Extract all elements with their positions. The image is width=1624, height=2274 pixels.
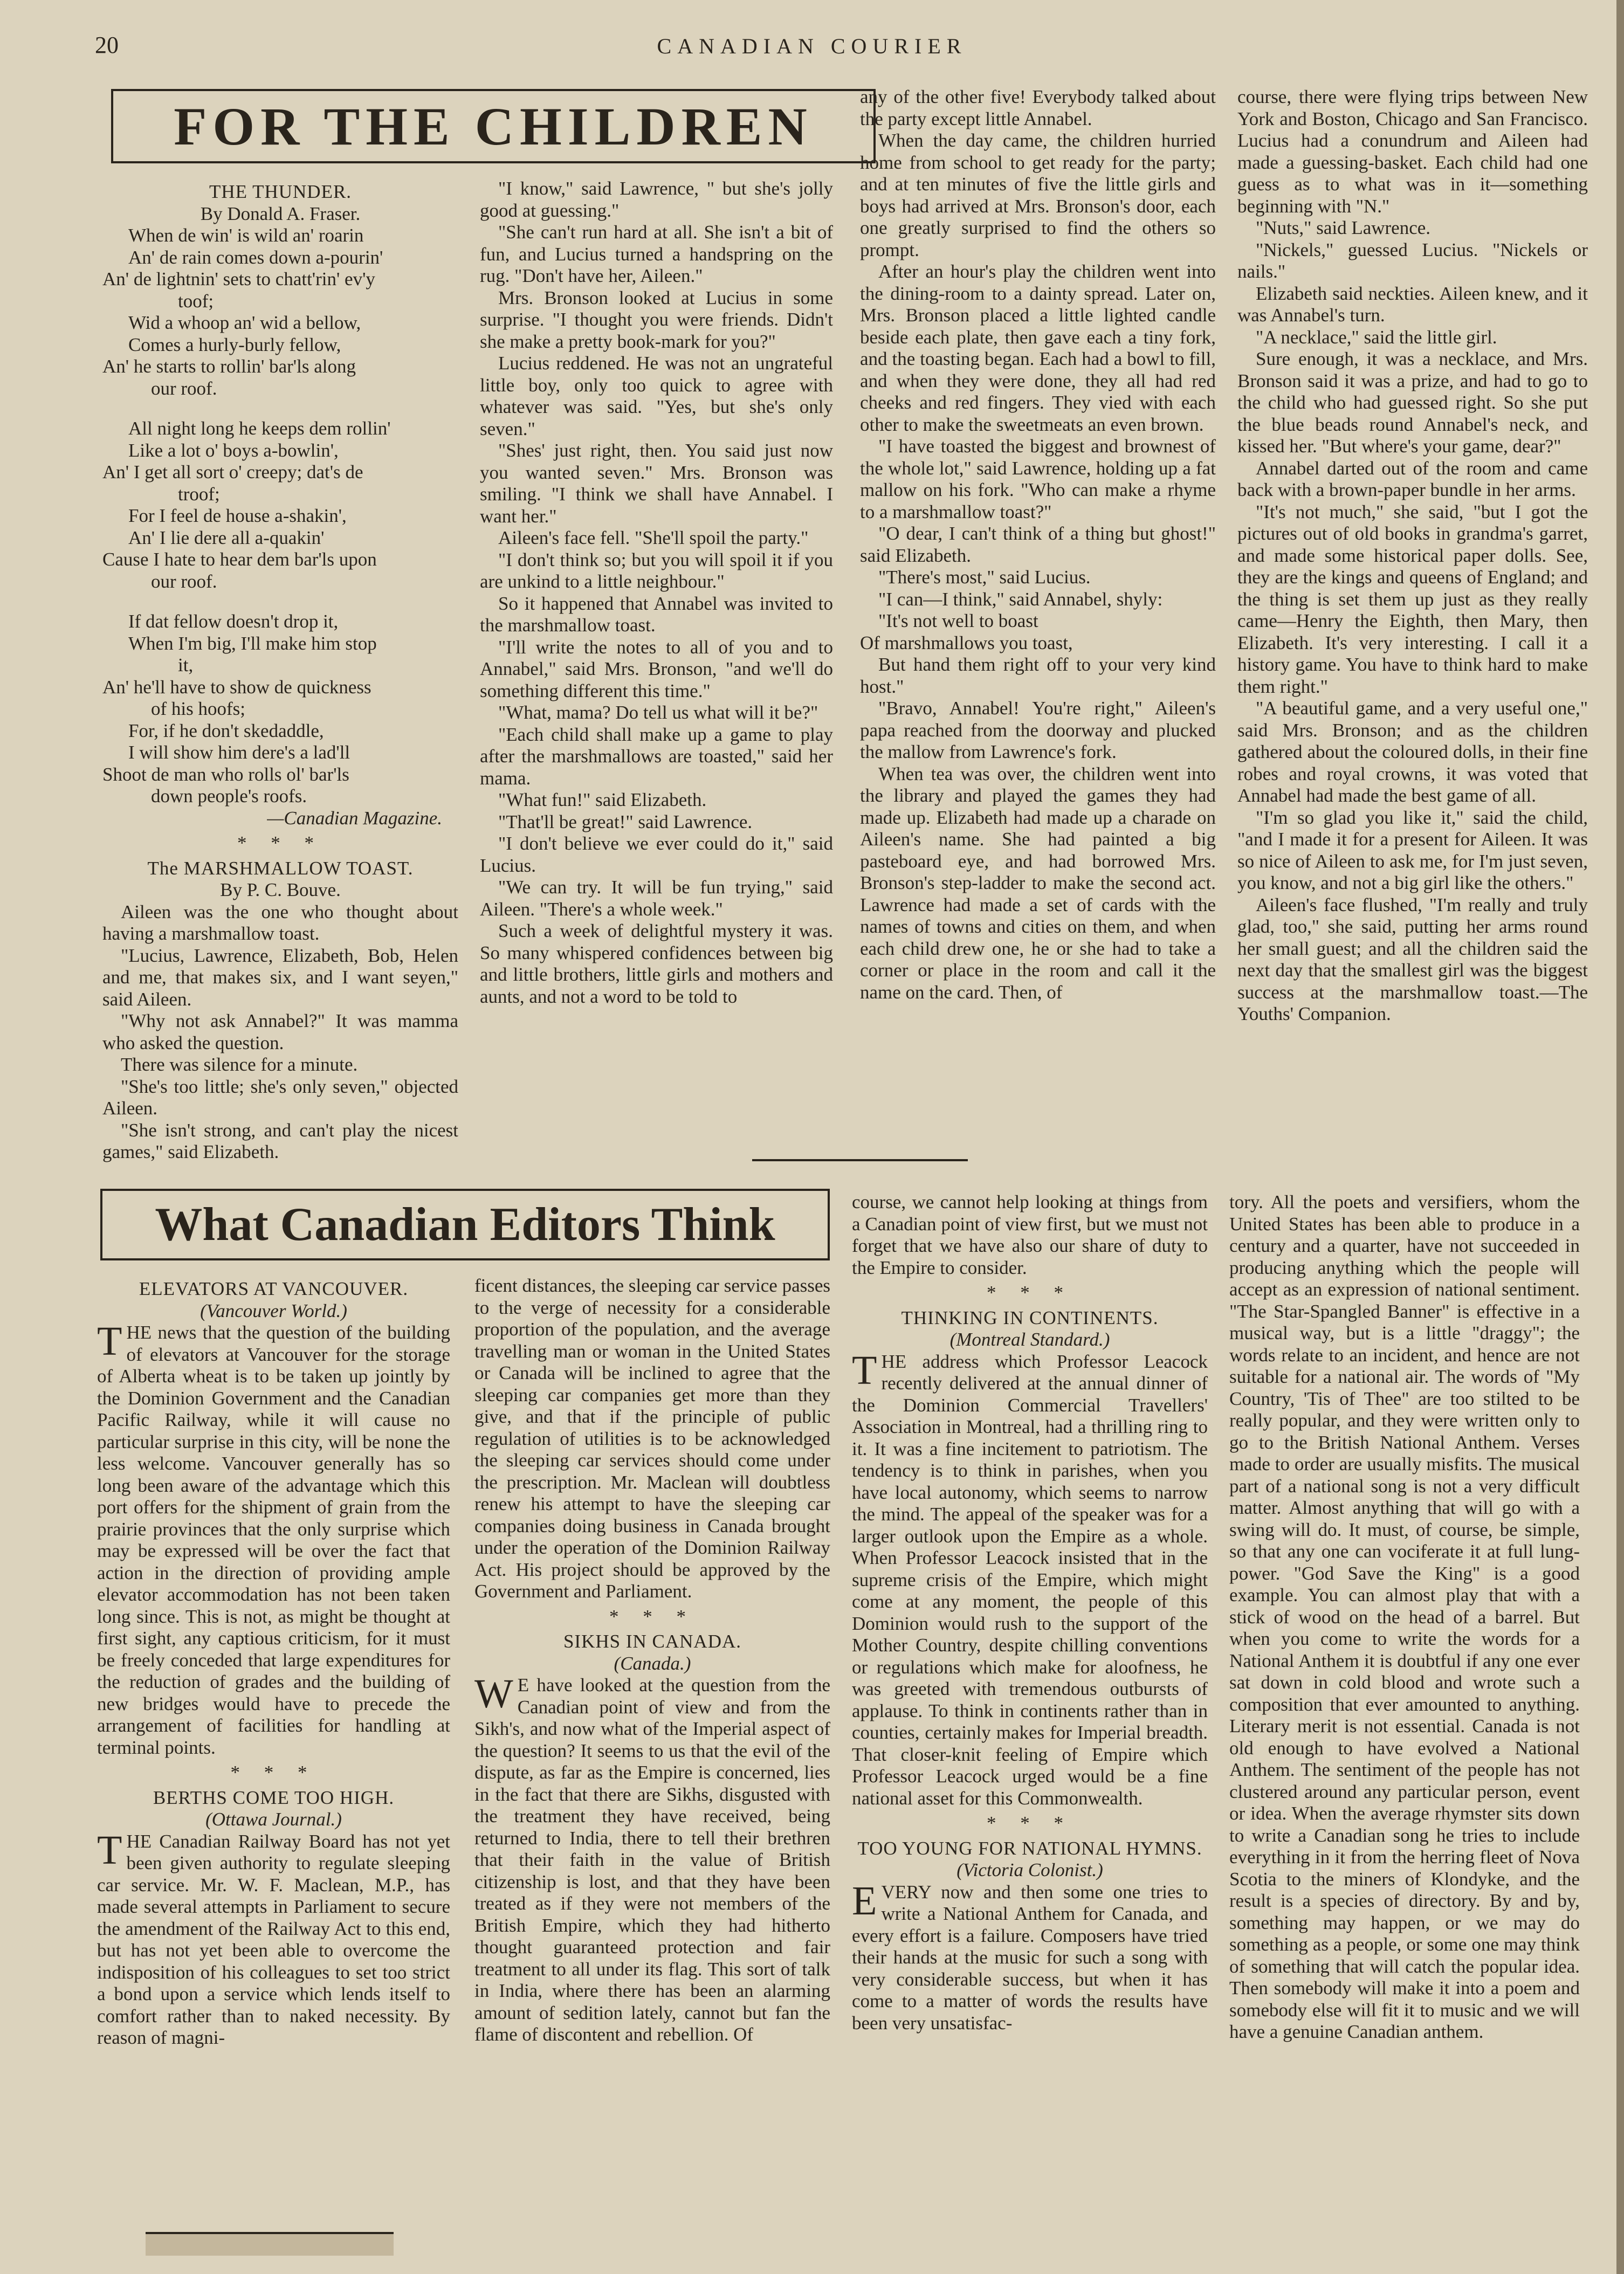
children-col-2 xyxy=(480,178,833,1008)
poem-line: An' he'll have to show de quickness xyxy=(102,676,371,698)
drop-cap: T xyxy=(97,1827,122,1873)
berths-continued: ficent distances, the sleeping car service passes to the verge of necessity for a considerable proportion of the population, and the average travelling man or woman in the United States or Canada will be inclined to agree that the sleeping car companies get more than they give, and that if the principle of public regulation of utilities is to be acknowledged the sleeping car services should come under the prescription. Mr. Maclean will doubtless renew his attempt to have the sleeping car companies doing business in Canada brought under the operation of the Dominion Railway Act. His project should be approved by the Government and Parliament. xyxy=(474,1275,830,1602)
paragraph: Mrs. Bronson looked at Lucius in some surprise. "I thought you were friends. Didn't she make a pretty book-mark for you?" xyxy=(480,287,833,352)
page-number: 20 xyxy=(95,32,119,58)
paragraph: "Each child shall make up a game to play after the marshmallows are toasted," said her mama. xyxy=(480,723,833,789)
berths-source: (Ottawa Journal.) xyxy=(205,1809,342,1830)
poem-line: our roof. xyxy=(151,377,217,399)
paragraph: "Shes' just right, then. You said just now you wanted seven." Mrs. Bronson was smiling. "I think we shall have Annabel. I want her." xyxy=(480,440,833,527)
paragraph: "Nuts," said Lawrence. xyxy=(1256,217,1431,238)
section-separator: * * * xyxy=(237,832,324,853)
paragraph: "What, mama? Do tell us what will it be?" xyxy=(498,702,818,723)
paragraph: "A necklace," said the little girl. xyxy=(1256,326,1497,348)
thunder-heading: THE THUNDER. xyxy=(209,181,352,202)
paragraph: Aileen's face fell. "She'll spoil the party." xyxy=(498,527,809,548)
continents-heading: THINKING IN CONTINENTS. xyxy=(901,1307,1159,1328)
poem-line: Comes a hurly-burly fellow, xyxy=(128,334,341,355)
continents-article: THE address which Professor Leacock recently delivered at the annual dinner of the Dominion Commercial Travellers' Association in Montreal, had a thrilling ring to it. It was a fine incitement to patriotism. The tendency is to think in parishes, when you have local autonomy, which seems to narrow the mind. The appeal of the speaker was for a larger outlook upon the Empire as a whole. When Professor Leacock insisted that in the supreme crisis of the Empire, which might come at any moment, the people of this Dominion would rush to the support of the Mother Country, despite chilling conventions or regulations which make for aloofness, he was greeted with tremendous outbursts of applause. To think in continents rather than in counties, certainly makes for Imperial breadth. That closer-knit feeling of Empire which Professor Leacock urged would be a fine national asset for this Commonwealth. xyxy=(852,1347,1208,1809)
thunder-poem xyxy=(102,225,458,808)
paragraph: "Nickels," guessed Lucius. "Nickels or nails." xyxy=(1237,239,1588,282)
paragraph: "I can—I think," said Annabel, shyly: xyxy=(878,588,1163,610)
paragraph: There was silence for a minute. xyxy=(121,1054,358,1075)
editors-col-1 xyxy=(97,1275,450,2049)
section-separator: * * * xyxy=(987,1813,1073,1834)
children-col-1 xyxy=(102,178,458,1163)
page-edge xyxy=(1616,0,1624,2274)
paragraph: Annabel darted out of the room and came back with a brown-paper bundle in her arms. xyxy=(1237,457,1588,500)
poem-line: it, xyxy=(178,654,194,676)
paragraph: Sure enough, it was a necklace, and Mrs. Bronson said it was a prize, and had to go to the child who had guessed right. So she put the blue beads round Annabel's neck, and kissed her. "But where's your game, dear?" xyxy=(1237,348,1588,457)
berths-article: THE Canadian Railway Board has not yet been given authority to regulate sleeping car service. Mr. W. F. Maclean, M.P., has made several attempts in Parliament to secure the amendment of the Railway Act to this end, but has not yet been able to overcome the indisposition of his colleagues to set too strict a bond upon a service which lends itself to comfort rather than to naked necessity. By reason of magni- xyxy=(97,1827,450,2048)
paragraph: Lucius reddened. He was not an ungrateful little boy, only too quick to agree with whatever was said. "Yes, but she's only seven." xyxy=(480,353,833,439)
paragraph: "I don't think so; but you will spoil it if you are unkind to a little neighbour." xyxy=(480,549,833,592)
paragraph: "I'm so glad you like it," said the child, "and I made it for a present for Aileen. It was so nice of Aileen to ask me, for I'm just seven, you know, and not a big girl like the others." xyxy=(1237,807,1588,893)
poem-line: An' I lie dere all a-quakin' xyxy=(128,527,325,548)
section-separator: * * * xyxy=(230,1762,317,1783)
poem-line: down people's roofs. xyxy=(151,785,307,807)
paragraph: So it happened that Annabel was invited to the marshmallow toast. xyxy=(480,592,833,636)
poem-line: All night long he keeps dem rollin' xyxy=(128,418,391,439)
poem-line: of his hoofs; xyxy=(151,698,245,719)
children-col-3 xyxy=(860,86,1216,1003)
poem-line: I will show him dere's a lad'll xyxy=(128,742,350,763)
poem-line: troof; xyxy=(178,483,220,505)
paragraph: any of the other five! Everybody talked about the party except little Annabel. xyxy=(860,86,1216,129)
paragraph: "I know," said Lawrence, " but she's jolly good at guessing." xyxy=(480,178,833,221)
paragraph: Aileen's face flushed, "I'm really and truly glad, too," she said, putting her arms round her small guest; and all the children said the next day that the smallest girl was the biggest success at the marshmallow toast.—The Youths' Companion. xyxy=(1237,894,1588,1024)
poem-line: toof; xyxy=(178,290,214,312)
thunder-byline: By Donald A. Fraser. xyxy=(200,203,361,224)
poem-line: Shoot de man who rolls ol' bar'ls xyxy=(102,763,349,785)
drop-cap: E xyxy=(852,1878,877,1924)
paragraph: "I'll write the notes to all of you and to Annabel," said Mrs. Bronson, "and we'll do something different this time." xyxy=(480,636,833,701)
thunder-attribution: —Canadian Magazine. xyxy=(267,807,442,829)
elevators-source: (Vancouver World.) xyxy=(200,1300,347,1321)
paragraph: Aileen was the one who thought about having a marshmallow toast. xyxy=(102,901,458,944)
paragraph: Of marshmallows you toast, xyxy=(860,632,1073,653)
hymns-heading: TOO YOUNG FOR NATIONAL HYMNS. xyxy=(857,1837,1202,1859)
paragraph: "It's not well to boast xyxy=(878,610,1038,631)
poem-line: If dat fellow doesn't drop it, xyxy=(128,611,339,632)
paragraph: "She isn't strong, and can't play the nicest games," said Elizabeth. xyxy=(102,1119,458,1162)
hymns-article: EVERY now and then some one tries to write a National Anthem for Canada, and every effort is a failure. Composers have tried their hands at the music for such a song with very considerable success, but when it has come to a matter of words the results have been very unsatisfac- xyxy=(852,1878,1208,2034)
editors-title: What Canadian Editors Think xyxy=(155,1198,775,1251)
paragraph: "We can try. It will be fun trying," said Aileen. "There's a whole week." xyxy=(480,877,833,920)
marshmallow-byline: By P. C. Bouve. xyxy=(220,879,341,900)
editors-col-4 xyxy=(1229,1191,1580,2043)
editors-col-3 xyxy=(852,1191,1208,2034)
paragraph: "What fun!" said Elizabeth. xyxy=(498,789,707,810)
elevators-heading: ELEVATORS AT VANCOUVER. xyxy=(139,1278,409,1299)
paragraph: "Why not ask Annabel?" It was mamma who asked the question. xyxy=(102,1010,458,1053)
paragraph: "I don't believe we ever could do it," said Lucius. xyxy=(480,833,833,876)
children-title: FOR THE CHILDREN xyxy=(174,96,813,156)
drop-cap: T xyxy=(97,1319,122,1364)
drop-cap: T xyxy=(852,1347,877,1393)
berths-heading: BERTHS COME TOO HIGH. xyxy=(153,1787,395,1808)
sikhs-source: (Canada.) xyxy=(614,1652,691,1674)
paragraph: After an hour's play the children went into the dining-room to a dainty spread. Later on, Mrs. Bronson placed a little lighted candle beside each plate, then gave each a tiny fork, and the toasting began. Each had a bowl to fill, and when they were done, they all had red cheeks and red fingers. They vied with each other to make the sweetmeats an even brown. xyxy=(860,261,1216,435)
poem-line: When I'm big, I'll make him stop xyxy=(128,632,377,654)
paragraph: "It's not much," she said, "but I got the pictures out of old books in grandma's garret, and made some historical paper dolls. See, they are the kings and queens of England; and the thing is set them up just as they really came—Henry the Eighth, then Mary, then Elizabeth. It's very interesting. I call it a history game. You have to think hard to make them right." xyxy=(1237,501,1588,697)
editors-title-box xyxy=(100,1189,830,1260)
sikhs-heading: SIKHS IN CANADA. xyxy=(563,1631,742,1652)
hymns-continued: tory. All the poets and versifiers, whom the United States has been able to produce in a century and a quarter, have not succeeded in producing anything which the people will accept as an expression of national sentiment. "The Star-Spangled Banner" is effective in a musical way, but is a little "draggy"; the words relate to an incident, and hence are not suitable for a national air. The words of "My Country, 'Tis of Thee" are too stilted to be really popular, and they were written only to go to the British National Anthem. Verses made to order are usually misfits. The musical part of a national song is not a very difficult matter. Almost anything that will go with a swing will do. It must, of course, be simple, so that any one can vociferate it at full lung-power. "God Save the King" is a good example. You can almost play that with a stick of wood on the head of a barrel. But when you come to write the words for a National Anthem it is doubtful if any one ever sat down in cold blood and wrote such a composition that ever amounted to anything. Literary merit is not essential. Canada is not old enough to have evolved a National Anthem. The sentiment of the people has not clustered around any particular person, event or idea. When the average rhymster sits down to write a Canadian song he tries to include everything in it from the herring fleet of Nova Scotia to the miners of Klondyke, and the result is a species of directory. By and by, something may happen, or we may do something as a people, or some one may think of something that will catch the popular idea. Then somebody will make it into a poem and somebody else will fit it to music and we will have a genuine Canadian anthem. xyxy=(1229,1191,1580,2042)
drop-cap: W xyxy=(474,1671,513,1717)
paragraph: "I have toasted the biggest and brownest of the whole lot," said Lawrence, holding up a fat mallow on his fork. "Who can make a rhyme to a marshmallow toast?" xyxy=(860,436,1216,522)
continents-source: (Montreal Standard.) xyxy=(949,1329,1110,1350)
poem-line: our roof. xyxy=(151,570,217,592)
children-title-box xyxy=(111,89,876,163)
poem-line: Like a lot o' boys a-bowlin', xyxy=(128,439,339,461)
sikhs-article: W E have looked at the question from the Canadian point of view and from the Sikh's, and now what of the Imperial aspect of the question? It seems to us that the evil of the dispute, as far as the Empire is concerned, lies in the fact that there are Sikhs, disgusted with the treatment they have received, being returned to India, there to tell their brethren that their faith in the value of British citizenship is lost, and that they have been treated as if they were not members of the British Empire, which they had hitherto thought guaranteed protection and fair treatment to all under its flag. This sort of talk in India, where there has been an alarming amount of sedition lately, cannot but fan the flame of discontent and rebellion. Of xyxy=(474,1671,830,2045)
poem-line: For I feel de house a-shakin', xyxy=(128,505,347,526)
editors-col-2 xyxy=(474,1275,830,2046)
paragraph: "She's too little; she's only seven," objected Aileen. xyxy=(102,1076,458,1119)
paragraph: "O dear, I can't think of a thing but ghost!" said Elizabeth. xyxy=(860,523,1216,566)
poem-line: For, if he don't skedaddle, xyxy=(128,720,324,741)
marshmallow-heading: The MARSHMALLOW TOAST. xyxy=(147,857,414,879)
paragraph: "Lucius, Lawrence, Elizabeth, Bob, Helen and me, that makes six, and I want seyen," said Aileen. xyxy=(102,945,458,1010)
poem-line: An' I get all sort o' creepy; dat's de xyxy=(102,461,363,483)
elevators-article: THE news that the question of the building of elevators at Vancouver for the storage of Alberta wheat is to be taken up jointly by the Dominion Government and the Canadian Pacific Railway, while it will cause no particular surprise in this city, will be none the less welcome. Vancouver generally has so long been aware of the advantage which this port offers for the shipment of grain from the prairie provinces that the only surprise which may be expressed will be over the fact that action in the direction of providing ample elevator accommodation has not been taken long since. This is not, as might be thought at first sight, any captious criticism, for it must be freely conceded that large expenditures for the reduction of grades and the building of new bridges would have to precede the arrangement of facilities for handling at terminal points. xyxy=(97,1319,450,1758)
poem-line: Wid a whoop an' wid a bellow, xyxy=(128,312,361,333)
paragraph: "There's most," said Lucius. xyxy=(878,567,1091,588)
paragraph: course, there were flying trips between New York and Boston, Chicago and San Francisco. Lucius had a conundrum and Aileen had made a guessing-basket. Each child had one guess as to what was in it—something beginning with "N." xyxy=(1237,86,1588,217)
poem-line: An' de rain comes down a-pourin' xyxy=(128,246,383,268)
poem-line: When de win' is wild an' roarin xyxy=(128,225,364,246)
paragraph: "A beautiful game, and a very useful one," said Mrs. Bronson; and as the children gathered about the coloured dolls, in their fine robes and royal crowns, it was voted that Annabel had made the best game of all. xyxy=(1237,698,1588,806)
poem-line: An' he starts to rollin' bar'ls along xyxy=(102,356,356,377)
paragraph: When the day came, the children hurried home from school to get ready for the party; and at ten minutes of five the little girls and boys had arrived at Mrs. Bronson's door, each one greatly surprised to find the others so prompt. xyxy=(860,130,1216,260)
section-rule xyxy=(752,1159,968,1161)
paragraph: Elizabeth said neckties. Aileen knew, and it was Annabel's turn. xyxy=(1237,282,1588,326)
paragraph: When tea was over, the children went into the library and played the games they had made up. Elizabeth had made up a charade on Aileen's name. She had painted a big pasteboard eye, and had borrowed Mrs. Bronson's step-ladder to make the second act. Lawrence had made a set of cards with the names of towns and cities on them, and when each child drew one, he or she had to take a corner or place in the room and call it the name on the card. Then, of xyxy=(860,763,1216,1003)
paragraph: Such a week of delightful mystery it was. So many whispered confidences between big and little brothers, little girls and mothers and aunts, and not a word to be told to xyxy=(480,920,833,1007)
poem-line: Cause I hate to hear dem bar'ls upon xyxy=(102,549,377,570)
hymns-source: (Victoria Colonist.) xyxy=(956,1859,1103,1880)
paragraph: But hand them right off to your very kind host." xyxy=(860,654,1216,697)
sikhs-continued: course, we cannot help looking at things from a Canadian point of view first, but we must not forget that we have also our share of duty to the Empire to consider. xyxy=(852,1191,1208,1278)
paragraph: "That'll be great!" said Lawrence. xyxy=(498,811,753,832)
section-separator: * * * xyxy=(609,1605,696,1627)
paragraph: "She can't run hard at all. She isn't a bit of fun, and Lucius turned a handspring on the rug. "Don't have her, Aileen." xyxy=(480,222,833,286)
torn-paper-damage xyxy=(146,2232,394,2256)
masthead: CANADIAN COURIER xyxy=(657,34,967,58)
poem-line: An' de lightnin' sets to chatt'rin' ev'y xyxy=(102,268,375,290)
children-col-4 xyxy=(1237,86,1588,1025)
paragraph: "Bravo, Annabel! You're right," Aileen's papa reached from the doorway and plucked the mallow from Lawrence's fork. xyxy=(860,698,1216,762)
section-separator: * * * xyxy=(987,1282,1073,1303)
